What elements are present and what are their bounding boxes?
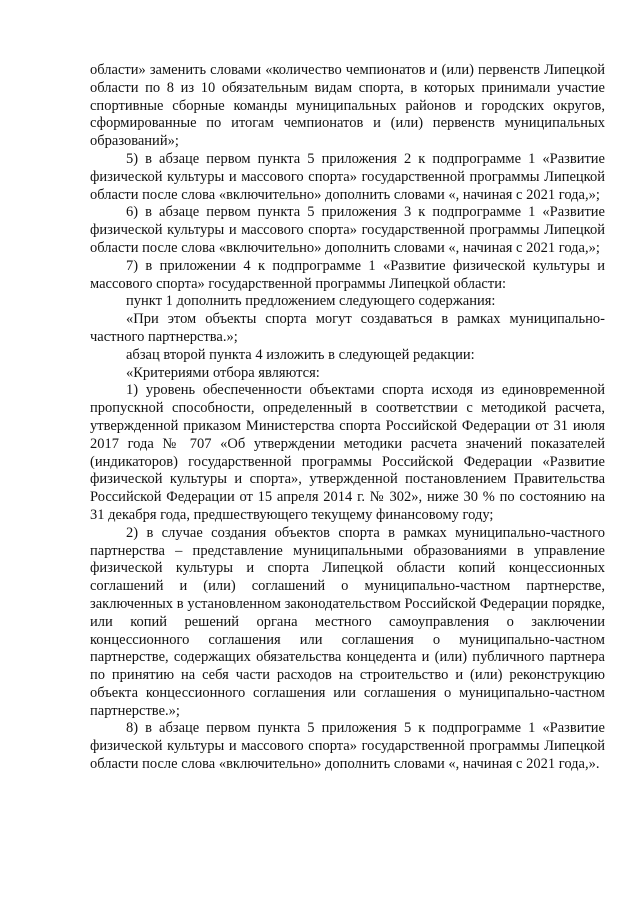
document-body xyxy=(90,62,605,774)
paragraph-item-8: 8) в абзаце первом пункта 5 приложения 5 к подпрограмме 1 «Развитие физической культуры и массового спорта» государственной программы Липецкой области после слова «включительно» дополнить словами «, начиная с 2021 года,». xyxy=(90,720,605,773)
paragraph-item-6: 6) в абзаце первом пункта 5 приложения 3 к подпрограмме 1 «Развитие физической культуры и массового спорта» государственной программы Липецкой области после слова «включительно» дополнить словами «, начиная с 2021 года,»; xyxy=(90,204,605,256)
paragraph-criterion-2: 2) в случае создания объектов спорта в рамках муниципально-частного партнерства – представление муниципальными образованиями в управление физической культуры и спорта Липецкой области копий концессионных соглашений и (или) соглашений о муниципально-частном партнерстве, заключенных в установленном законодательством Российской Федерации порядке, или копий решений органа местного самоуправления о заключении концессионного соглашения или соглашения о муниципально-частном партнерстве, содержащих обязательства концедента и (или) публичного партнера по принятию на себя части расходов на строительство и (или) реконструкцию объекта концессионного соглашения или соглашения о муниципально-частном партнерстве.»; xyxy=(90,524,605,719)
paragraph-item-7: 7) в приложении 4 к подпрограмме 1 «Развитие физической культуры и массового спорта» государственной программы Липецкой области: xyxy=(90,257,605,292)
paragraph-point-1-intro: пункт 1 дополнить предложением следующего содержания: xyxy=(126,293,496,310)
paragraph-criteria-heading: «Критериями отбора являются: xyxy=(126,364,320,381)
paragraph-continuation: области» заменить словами «количество чемпионатов и (или) первенств Липецкой области по 8 из 10 обязательным видам спорта, в которых принимали участие спортивные сборные команды муниципальных районов и городских округов, сформированные по итогам чемпионатов и (или) первенств муниципальных образований»; xyxy=(90,62,605,150)
paragraph-item-5: 5) в абзаце первом пункта 5 приложения 2 к подпрограмме 1 «Развитие физической культуры и массового спорта» государственной программы Липецкой области после слова «включительно» дополнить словами «, начиная с 2021 года,»; xyxy=(90,150,605,203)
paragraph-point-4-intro: абзац второй пункта 4 изложить в следующей редакции: xyxy=(126,346,475,363)
paragraph-criterion-1: 1) уровень обеспеченности объектами спорта исходя из единовременной пропускной способности, определенный в соответствии с методикой расчета, утвержденной приказом Министерства спорта Российской Федерации от 31 июля 2017 года № 707 «Об утверждении методики расчета значений показателей (индикаторов) государственной программы Российской Федерации «Развитие физической культуры и спорта», утвержденной постановлением Правительства Российской Федерации от 15 апреля 2014 г. № 302», ниже 30 % по состоянию на 31 декабря года, предшествующего текущему финансовому году; xyxy=(90,382,605,523)
paragraph-point-1-quote: «При этом объекты спорта могут создаваться в рамках муниципально-частного партнерства.»; xyxy=(90,311,605,345)
